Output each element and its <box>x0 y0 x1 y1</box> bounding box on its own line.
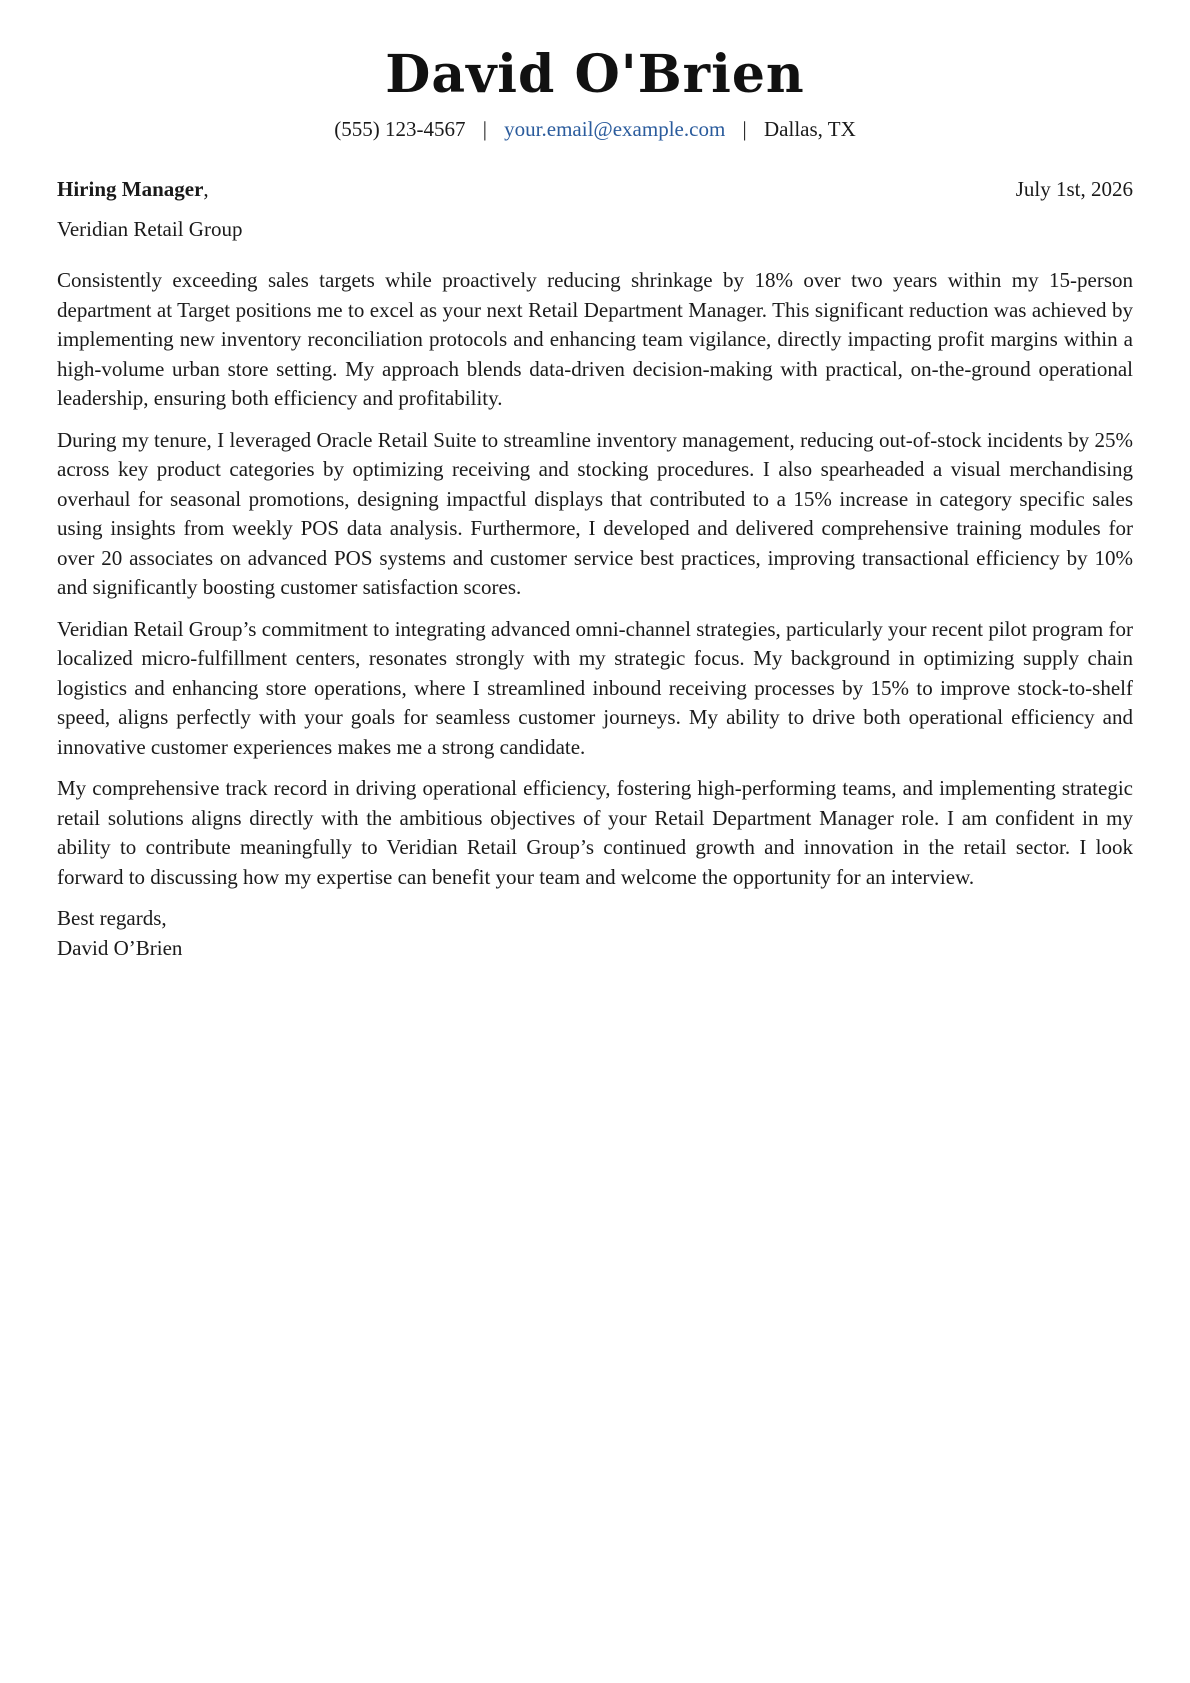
contact-separator: | <box>742 117 747 141</box>
email-link[interactable]: your.email@example.com <box>504 117 726 141</box>
letter-closing <box>57 904 1133 963</box>
recipient-greeting <box>57 174 209 204</box>
recipient-row <box>57 174 1133 204</box>
closing-signature: David O’Brien <box>57 935 183 960</box>
body-paragraph-2: During my tenure, I leveraged Oracle Retail Suite to streamline inventory management, reducing out-of-stock incidents by 25% across key product categories by optimizing receiving and stocking procedures. I also spearheaded a visual merchandising overhaul for seasonal promotions, designing impactful displays that contributed to a 15% increase in category specific sales using insights from weekly POS data analysis. Furthermore, I developed and delivered comprehensive training modules for over 20 associates on advanced POS systems and customer service best practices, improving transactional efficiency by 10% and significantly boosting customer satisfaction scores. <box>57 427 1133 599</box>
body-paragraph-3: Veridian Retail Group’s commitment to integrating advanced omni-channel strategies, particularly your recent pilot program for localized micro-fulfillment centers, resonates strongly with my strategic focus. My background in optimizing supply chain logistics and enhancing store operations, where I streamlined inbound receiving processes by 15% to improve stock-to-shelf speed, aligns perfectly with your goals for seamless customer journeys. My ability to drive both operational efficiency and innovative customer experiences makes me a strong candidate. <box>57 616 1133 759</box>
recipient-company: Veridian Retail Group <box>57 217 243 241</box>
letter-date: July 1st, 2026 <box>1015 177 1133 201</box>
recipient-title-suffix: , <box>203 177 209 201</box>
contact-separator: | <box>482 117 487 141</box>
closing-salutation: Best regards, <box>57 906 167 930</box>
applicant-name: David O'Brien <box>385 44 805 105</box>
location: Dallas, TX <box>764 117 856 141</box>
phone-number: (555) 123-4567 <box>334 117 466 141</box>
body-paragraph-4: My comprehensive track record in driving operational efficiency, fostering high-performing teams, and implementing strategic retail solutions aligns directly with the ambitious objectives of your Retail Department Manager role. I am confident in my ability to contribute meaningfully to Veridian Retail Group’s continued growth and innovation in the retail sector. I look forward to discussing how my expertise can benefit your team and welcome the opportunity for an interview. <box>57 776 1133 889</box>
body-paragraph-1: Consistently exceeding sales targets while proactively reducing shrinkage by 18% over two years within my 15-person department at Target positions me to excel as your next Retail Department Manager. This significant reduction was achieved by implementing new inventory reconciliation protocols and enhancing team vigilance, directly impacting profit margins within a high-volume urban store setting. My approach blends data-driven decision-making with practical, on-the-ground operational leadership, ensuring both efficiency and profitability. <box>57 268 1133 410</box>
recipient-title: Hiring Manager <box>57 177 204 201</box>
contact-line <box>57 114 1133 144</box>
letter-body <box>57 266 1133 892</box>
